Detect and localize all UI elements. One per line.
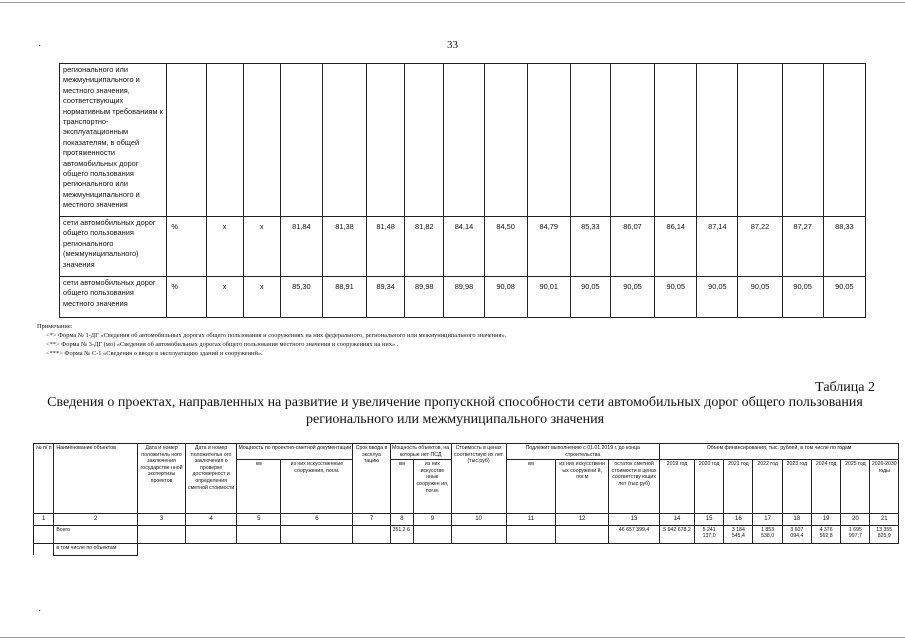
col-header-term: Срок ввода в эксплуа тацию [353, 444, 390, 514]
value-cell: 90,05 [823, 277, 865, 318]
total-km: 351,2 6 [390, 525, 414, 543]
value-cell: 90,05 [655, 277, 697, 318]
value-cell: 86,07 [610, 217, 654, 277]
value-cell: 90,05 [697, 277, 738, 318]
cell: x [206, 217, 243, 277]
value-cell: 84,79 [527, 217, 570, 277]
header-row [34, 444, 899, 460]
col-header-rest: остаток сметной стоимости в ценах соответству ющих лет (тыс.руб) [609, 460, 660, 514]
total-row [34, 525, 899, 543]
col-header-expertise: Дата и номер положитель ного заключения государстве нной экспертизы проектов [137, 444, 185, 514]
col-number: 11 [506, 514, 556, 526]
col-number: 7 [353, 514, 390, 526]
scan-speck: · [38, 41, 42, 52]
col-header-num: № п/ п [34, 444, 54, 514]
col-number: 5 [237, 514, 281, 526]
col-header-km: км [506, 460, 556, 514]
value-cell: 81,82 [405, 217, 444, 277]
col-header-art: из них искусственные сооружения, пог.м. [281, 460, 353, 514]
col-number: 15 [694, 514, 723, 526]
col-number: 9 [414, 514, 451, 526]
col-header-km: км [237, 460, 281, 514]
col-header-year: 2023 год [782, 460, 811, 514]
col-header-year: 2021 год [724, 460, 753, 514]
total-year-value: 1 695 997,7 [841, 525, 870, 543]
col-number: 21 [870, 514, 899, 526]
scan-speck: · [38, 606, 42, 617]
value-cell: 90,05 [782, 277, 823, 318]
col-header-remaining: Подлежит выполнению с 01.01.2019 г. до конца строительства [506, 444, 660, 460]
col-number: 14 [660, 514, 695, 526]
col-header-year: 2020 год [694, 460, 723, 514]
footnote-heading: Примечание: [37, 323, 73, 330]
cell: x [206, 277, 243, 318]
value-cell: 90,05 [570, 277, 610, 318]
value-cell: 81,48 [367, 217, 405, 277]
bottom-edge [0, 637, 905, 638]
col-number: 8 [390, 514, 414, 526]
total-label: Всего [54, 525, 138, 543]
value-cell: 90,05 [738, 277, 782, 318]
value-cell: 89,98 [444, 277, 484, 318]
col-number: 16 [724, 514, 753, 526]
value-cell: 86,14 [655, 217, 697, 277]
value-cell: 90,05 [610, 277, 654, 318]
unit-cell: % [167, 217, 206, 277]
col-header-year: 2024 год [811, 460, 840, 514]
value-cell: 84,50 [484, 217, 527, 277]
total-year-value: 13 355 825,9 [870, 525, 899, 543]
col-header-year: 2026-2030 годы [870, 460, 899, 514]
value-cell: 81,38 [322, 217, 366, 277]
col-number: 18 [782, 514, 811, 526]
value-cell: 87,27 [782, 217, 823, 277]
value-cell: 81,84 [280, 217, 322, 277]
value-cell: 85,33 [570, 217, 610, 277]
table-label: Таблица 2 [815, 380, 875, 395]
column-numbers-row [34, 514, 899, 526]
total-year-value: 5 942 678,2 [660, 525, 695, 543]
row-description: сети автомобильных дорог общего пользования местного значения [60, 277, 167, 318]
total-year-value: 3 184 545,4 [724, 525, 753, 543]
col-header-finance: Объем финансирования, тыс. рублей, в том числе по годам [660, 444, 899, 460]
col-header-cost: Стоимость в ценах соответствую их лет (тыс.руб) [451, 444, 506, 514]
col-number: 17 [753, 514, 782, 526]
row-description: сети автомобильных дорог общего пользования регионального (межмуниципального) значения [60, 217, 167, 277]
col-header-capacity-doc: Мощность по проектно-сметной документации [237, 444, 353, 460]
col-header-capacity-no-psd: Мощность объектов, на которые нет ПСД [390, 444, 451, 460]
value-cell: 90,08 [484, 277, 527, 318]
projects-table [33, 443, 899, 556]
value-cell: 90,01 [527, 277, 570, 318]
col-number: 19 [811, 514, 840, 526]
value-cell: 88,33 [823, 217, 865, 277]
col-number: 4 [186, 514, 237, 526]
value-cell: 87,14 [697, 217, 738, 277]
subtotal-label: в том числе по объектам [54, 543, 138, 555]
col-header-km: км [390, 460, 414, 514]
row-description: регионального или межмуниципального и местного значения, соответствующих нормативным требованиям к транспортно-эксплуатационным показателям, в общей протяженности автомобильных дорог общего пользования регионального или межмуниципального и местного значения [60, 64, 167, 217]
col-number: 10 [451, 514, 506, 526]
col-header-name: Наименование объектов [54, 444, 138, 514]
total-year-value: 1 853 538,0 [753, 525, 782, 543]
col-header-art: из них искусственн ых сооружени й, пог.м [556, 460, 609, 514]
cell: x [243, 217, 280, 277]
value-cell: 85,30 [280, 277, 322, 318]
col-header-approval: Дата и номер положительн ого заключения о проверке достоверност и определения сметной стоимости [186, 444, 237, 514]
subtotal-row [34, 543, 899, 555]
table-title: Сведения о проектах, направленных на развитие и увеличение пропускной способности сети автомобильных дорог общего пользования регионального или межмуниципального значения [47, 395, 863, 427]
col-number: 2 [54, 514, 138, 526]
col-header-art: из них искусстве нные сооружен ия, пог.м. [414, 460, 451, 514]
col-number: 6 [281, 514, 353, 526]
footnote-3: <***> Форма № С-1 «Сведения о вводе в эксплуатацию зданий и сооружений». [46, 350, 263, 357]
col-number: 3 [137, 514, 185, 526]
value-cell: 88,91 [322, 277, 366, 318]
table-row [60, 64, 866, 217]
col-number: 20 [841, 514, 870, 526]
table-row [60, 277, 866, 318]
cell: x [243, 277, 280, 318]
value-cell: 89,98 [405, 277, 444, 318]
top-edge [0, 2, 905, 3]
total-year-value: 5 241 137,0 [694, 525, 723, 543]
footnotes [37, 322, 506, 358]
col-header-year: 2022 год [753, 460, 782, 514]
footnote-2: <**> Форма № 3-ДГ (мо) «Сведения об автомобильных дорогах общего пользования местного значения и сооружениях на них» . [46, 341, 399, 348]
value-cell: 87,22 [738, 217, 782, 277]
footnote-1: <*> Форма № 1-ДГ «Сведения об автомобильных дорогах общего пользования и сооружениях на них федерального, регионального или межмуниципального значения». [46, 332, 507, 339]
col-number: 13 [609, 514, 660, 526]
col-number: 1 [34, 514, 54, 526]
total-year-value: 4 376 562,8 [811, 525, 840, 543]
col-header-year: 2025 год [841, 460, 870, 514]
col-number: 12 [556, 514, 609, 526]
page-number: 33 [447, 39, 458, 51]
total-year-value: 3 607 094,4 [782, 525, 811, 543]
total-rest: 46 657 399,4 [609, 525, 660, 543]
col-header-year: 2019 год [660, 460, 695, 514]
value-cell: 89,34 [367, 277, 405, 318]
unit-cell: % [167, 277, 206, 318]
table-row [60, 217, 866, 277]
indicators-table [59, 63, 866, 318]
value-cell: 84,14 [444, 217, 484, 277]
